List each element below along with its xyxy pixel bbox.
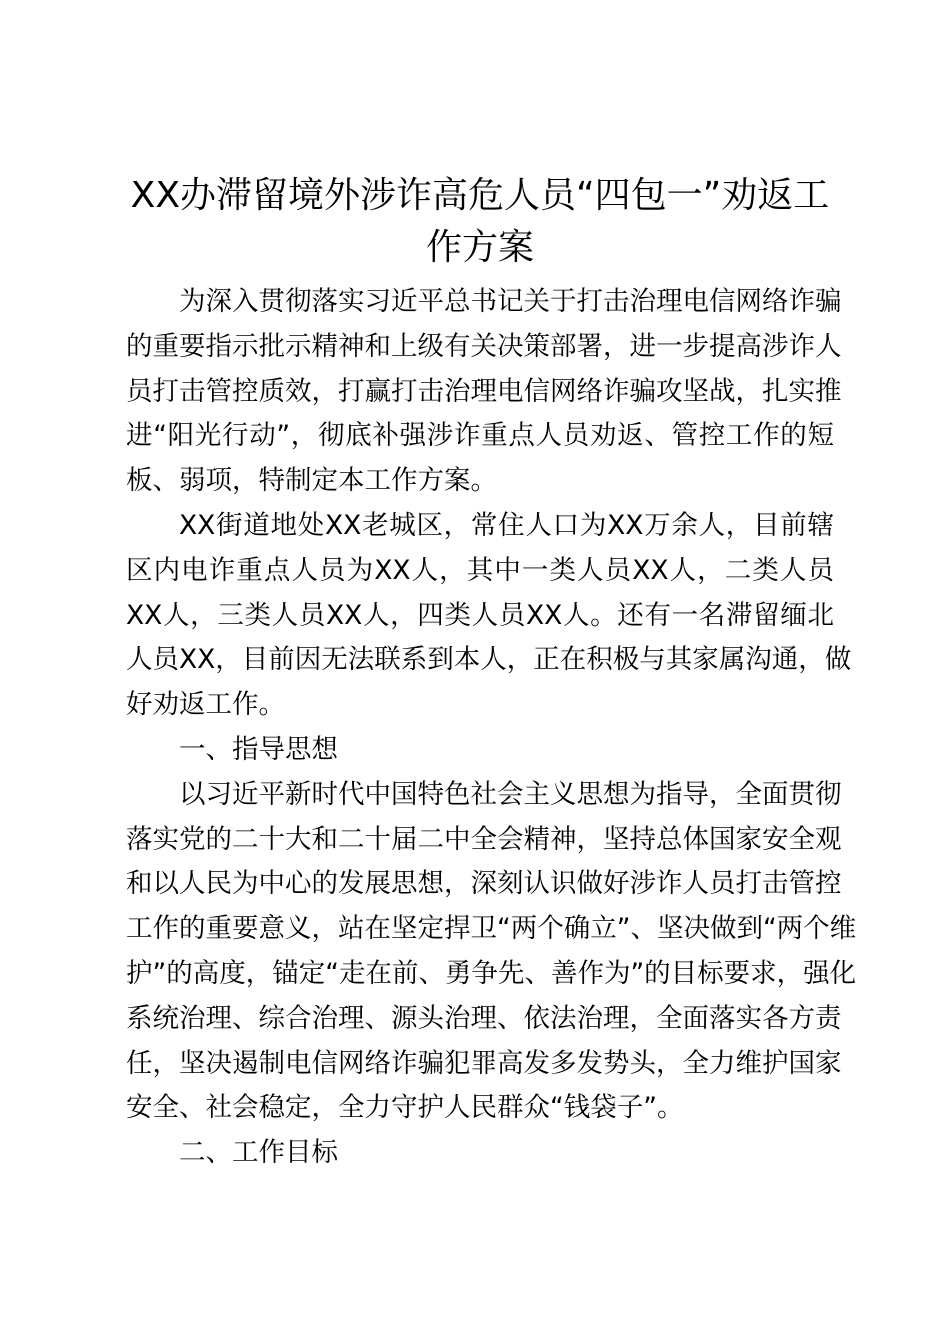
paragraph-line: 板、弱项，特制定本工作方案。	[126, 465, 497, 497]
paragraph-line: 护”的高度，锚定“走在前、勇争先、善作为”的目标要求，强化	[126, 957, 857, 989]
section-heading-work-goals: 二、工作目标	[179, 1137, 338, 1169]
section-heading-guiding-ideology: 一、指导思想	[179, 733, 338, 765]
paragraph-line: 好劝返工作。	[126, 689, 285, 721]
paragraph-line: 安全、社会稳定，全力守护人民群众“钱袋子”。	[126, 1092, 684, 1124]
paragraph-line: 落实党的二十大和二十届二中全会精神，坚持总体国家安全观	[126, 823, 842, 855]
paragraph-line: 的重要指示批示精神和上级有关决策部署，进一步提高涉诈人	[126, 330, 842, 362]
title-line: 作方案	[425, 227, 534, 268]
paragraph-line: 以习近平新时代中国特色社会主义思想为指导，全面贯彻	[179, 778, 842, 810]
paragraph-line: 人员XX，目前因无法联系到本人，正在积极与其家属沟通，做	[126, 644, 852, 676]
paragraph-line: 为深入贯彻落实习近平总书记关于打击治理电信网络诈骗	[179, 286, 842, 317]
document-title	[126, 170, 834, 274]
paragraph-line: 进“阳光行动”，彻底补强涉诈重点人员劝返、管控工作的短	[126, 420, 834, 452]
paragraph-guiding-ideology	[126, 773, 857, 1131]
paragraph-line: 和以人民为中心的发展思想，深刻认识做好涉诈人员打击管控	[126, 868, 842, 900]
paragraph-line: XX街道地处XX老城区，常住人口为XX万余人，目前辖	[179, 509, 834, 541]
paragraph-line: XX人，三类人员XX人，四类人员XX人。还有一名滞留缅北	[126, 599, 834, 631]
title-line: XX办滞留境外涉诈高危人员“四包一”劝返工	[130, 175, 830, 216]
paragraph-line: 工作的重要意义，站在坚定捍卫“两个确立”、坚决做到“两个维	[126, 913, 857, 945]
paragraph-line: 任，坚决遏制电信网络诈骗犯罪高发多发势头，全力维护国家	[126, 1047, 842, 1079]
paragraph-intro	[126, 280, 842, 504]
paragraph-background	[126, 504, 852, 728]
paragraph-line: 系统治理、综合治理、源头治理、依法治理，全面落实各方责	[126, 1002, 842, 1034]
paragraph-line: 区内电诈重点人员为XX人，其中一类人员XX人，二类人员	[126, 554, 834, 586]
paragraph-line: 员打击管控质效，打赢打击治理电信网络诈骗攻坚战，扎实推	[126, 375, 842, 407]
document-page	[126, 170, 857, 1176]
